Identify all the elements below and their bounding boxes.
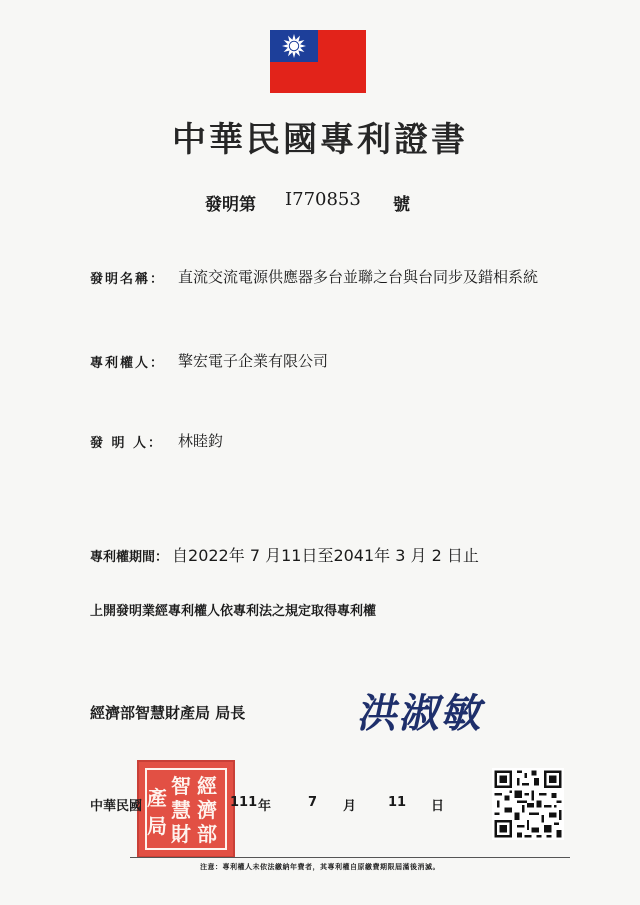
issue-date-day: 11 bbox=[388, 795, 407, 810]
invention-name-value: 直流交流電源供應器多台並聯之台與台同步及錯相系統 bbox=[178, 268, 539, 286]
white-sun-icon bbox=[280, 32, 308, 60]
roc-flag-icon bbox=[270, 30, 366, 93]
patent-prefix: 發明第 bbox=[205, 195, 256, 215]
seal-char: 濟 bbox=[197, 798, 217, 822]
issue-date-month-unit: 月 bbox=[343, 799, 357, 814]
director-signature: 洪淑敏 bbox=[354, 690, 491, 737]
patentee-label: 專利權人： bbox=[90, 356, 166, 371]
issue-date-year-unit: 年 bbox=[258, 799, 272, 814]
patent-number: I770853 bbox=[285, 189, 361, 210]
issue-date-year: 111 bbox=[230, 795, 258, 810]
seal-char: 局 bbox=[147, 814, 167, 838]
qr-code-icon[interactable] bbox=[492, 768, 564, 840]
patentee-value: 擎宏電子企業有限公司 bbox=[178, 352, 329, 370]
seal-char: 產 bbox=[147, 786, 167, 810]
certificate-title: 中華民國專利證書 bbox=[172, 120, 468, 160]
inventor-label: 發 明 人： bbox=[90, 436, 164, 451]
grant-statement: 上開發明業經專利權人依專利法之規定取得專利權 bbox=[90, 604, 377, 619]
seal-char: 部 bbox=[197, 822, 217, 846]
seal-char: 智 bbox=[171, 774, 191, 798]
patent-term-value: 自2022年 7 月11日至2041年 3 月 2 日止 bbox=[172, 546, 479, 565]
patent-term-label: 專利權期間： bbox=[90, 550, 169, 565]
patent-suffix: 號 bbox=[393, 195, 410, 215]
footer-divider bbox=[130, 857, 570, 858]
director-title: 經濟部智慧財產局 局長 bbox=[90, 704, 246, 722]
inventor-value: 林睦鈞 bbox=[178, 432, 224, 450]
patent-term-row bbox=[90, 543, 479, 566]
patent-number-line bbox=[205, 189, 410, 215]
issue-date-day-unit: 日 bbox=[431, 799, 445, 814]
issue-date bbox=[90, 795, 450, 815]
footer-note: 注意：專利權人未依法繳納年費者，其專利權自原繳費期限屆滿後消滅。 bbox=[200, 863, 440, 871]
seal-char: 經 bbox=[197, 774, 217, 798]
seal-char: 財 bbox=[171, 822, 191, 846]
invention-name-label: 發明名稱： bbox=[90, 272, 166, 287]
seal-char: 慧 bbox=[171, 798, 191, 822]
issue-date-month: 7 bbox=[308, 795, 318, 810]
issue-date-era: 中華民國 bbox=[90, 799, 143, 814]
